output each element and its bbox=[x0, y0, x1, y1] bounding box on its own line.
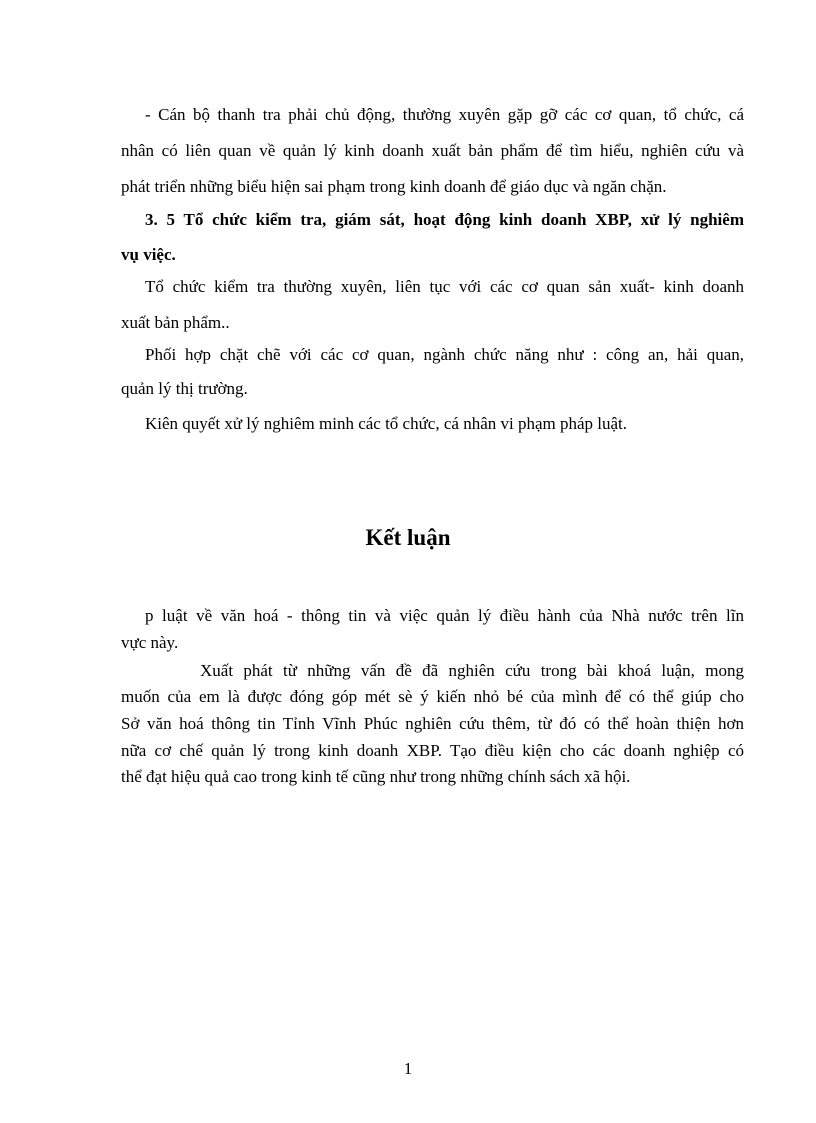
paragraph-line: nhân có liên quan về quản lý kinh doanh xuất bản phẩm để tìm hiểu, nghiên cứu và bbox=[121, 141, 744, 160]
paragraph-line: p luật về văn hoá - thông tin và việc quản lý điều hành của Nhà nước trên lĩn bbox=[145, 606, 744, 625]
paragraph-line: Sở văn hoá thông tin Tỉnh Vĩnh Phúc nghiên cứu thêm, từ đó có thể hoàn thiện hơn bbox=[121, 714, 744, 733]
paragraph-line: Phối hợp chặt chẽ với các cơ quan, ngành chức năng như : công an, hải quan, bbox=[145, 345, 744, 364]
paragraph-line: Kiên quyết xử lý nghiêm minh các tổ chức, cá nhân vi phạm pháp luật. bbox=[145, 414, 628, 433]
section-heading: vụ việc. bbox=[121, 245, 176, 264]
paragraph-line: xuất bản phẩm.. bbox=[121, 313, 230, 332]
paragraph-line: thể đạt hiệu quả cao trong kinh tế cũng như trong những chính sách xã hội. bbox=[121, 767, 631, 786]
paragraph-line: muốn của em là được đóng góp mét sè ý kiến nhỏ bé của mình để có thể giúp cho bbox=[121, 687, 744, 706]
paragraph-line: phát triển những biểu hiện sai phạm trong kinh doanh để giáo dục và ngăn chặn. bbox=[121, 177, 667, 196]
conclusion-title: Kết luận bbox=[365, 525, 451, 550]
section-heading: 3. 5 Tổ chức kiểm tra, giám sát, hoạt động kinh doanh XBP, xử lý nghiêm bbox=[145, 210, 744, 229]
paragraph-line: quản lý thị trường. bbox=[121, 379, 248, 398]
page-number: 1 bbox=[403, 1059, 413, 1078]
paragraph-line: - Cán bộ thanh tra phải chủ động, thường xuyên gặp gỡ các cơ quan, tổ chức, cá bbox=[145, 105, 744, 124]
paragraph-line: Xuất phát từ những vấn đề đã nghiên cứu trong bài khoá luận, mong bbox=[200, 661, 744, 680]
paragraph-line: Tổ chức kiểm tra thường xuyên, liên tục với các cơ quan sản xuất- kinh doanh bbox=[145, 277, 744, 296]
paragraph-line: vực này. bbox=[121, 633, 179, 652]
paragraph-line: nữa cơ chế quản lý trong kinh doanh XBP. Tạo điều kiện cho các doanh nghiệp có bbox=[121, 741, 744, 760]
